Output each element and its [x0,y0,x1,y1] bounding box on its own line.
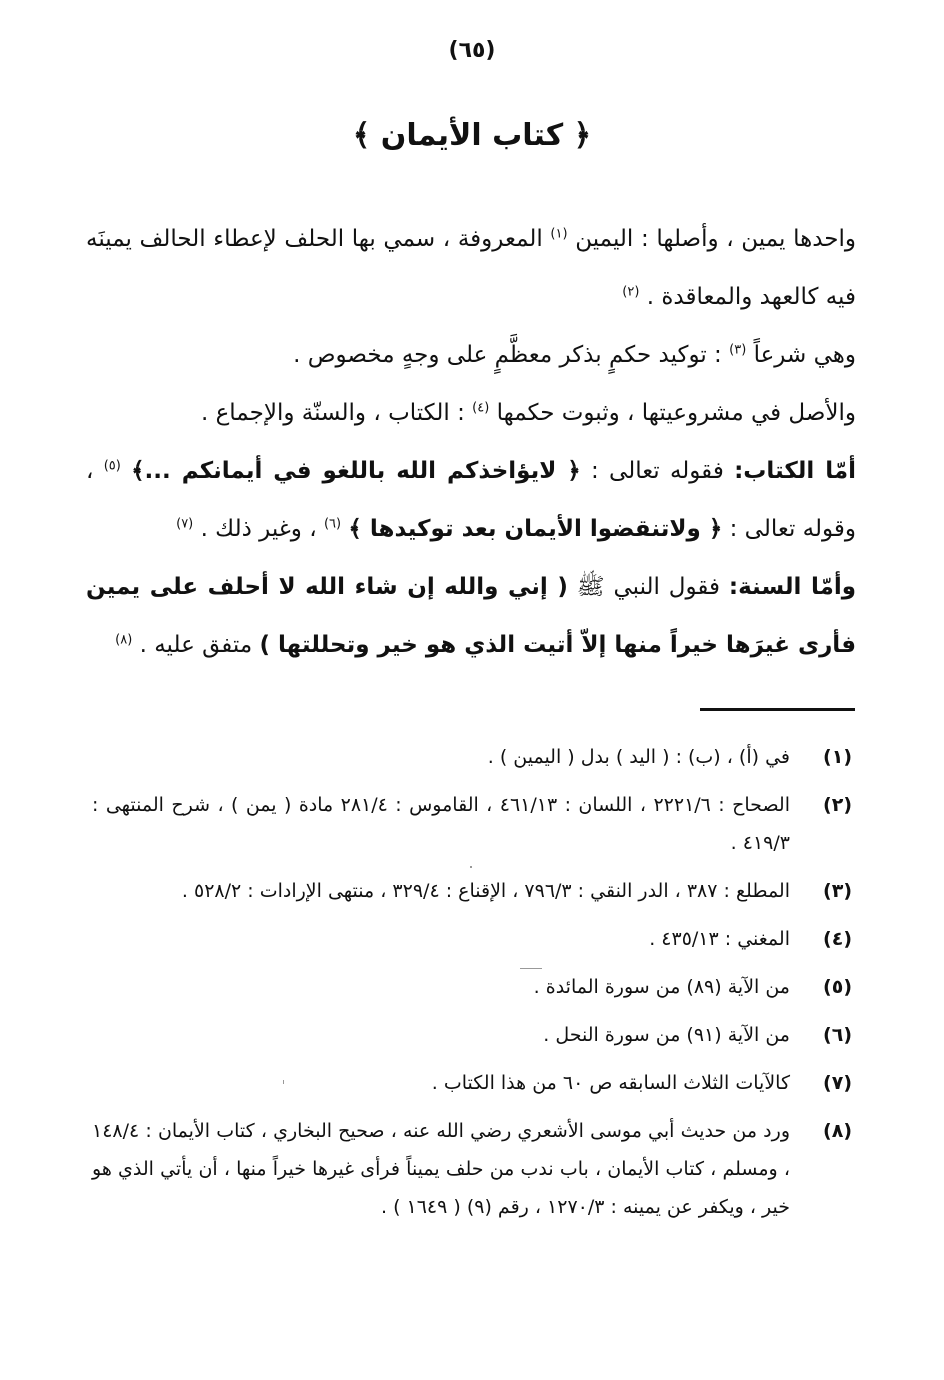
quran-verse: ﴿ ولاتنقضوا الأيمان بعد توكيدها ﴾ [348,516,723,542]
text-span: فقول النبي ﷺ [576,574,721,600]
footnote-item [92,786,852,862]
paragraph-legitimacy [86,384,856,442]
scan-speck [520,968,542,969]
footnote-number: (٢) [823,794,852,816]
footnote-text: ورد من حديث أبي موسى الأشعري رضي الله عنه ، صحيح البخاري ، كتاب الأيمان : ١٤٨/٤ ، ومسلم ، كتاب الأيمان ، باب ندب من حلف يميناً فرأى غيرها خيراً منها ، أن يأتي الذي هو خير ، ويكفر عن يمينه : ١٢٧٠/٣ ، رقم (٩) ( ١٦٤٩ ) . [92,1120,790,1218]
footnote-item [92,872,852,910]
footnote-ref[interactable]: (٨) [115,632,133,648]
text-span: فقوله تعالى : [591,458,724,484]
footnote-item [92,920,852,958]
footnote-text: من الآية (٩١) من سورة النحل . [543,1024,790,1046]
paragraph-definition [86,210,856,326]
paragraph-quran-evidence [86,442,856,558]
text-span: : الكتاب ، والسنّة والإجماع . [200,400,465,426]
page-number: (٦٥) [448,38,496,63]
scan-speck [470,866,472,868]
footnote-ref[interactable]: (٧) [176,516,194,532]
footnote-text: المطلع : ٣٨٧ ، الدر النقي : ٧٩٦/٣ ، الإقناع : ٣٢٩/٤ ، منتهى الإرادات : ٥٢٨/٢ . [181,880,790,902]
text-span: والأصل في مشروعيتها ، وثبوت حكمها [496,400,856,426]
paragraph-sharia-definition [86,326,856,384]
footnote-text: من الآية (٨٩) من سورة المائدة . [533,976,790,998]
footnote-item [92,968,852,1006]
text-span: ، وقوله تعالى : [86,458,856,542]
footnote-number: (٧) [823,1072,852,1094]
footnote-number: (٨) [823,1120,852,1142]
footnote-item [92,738,852,776]
text-span: ، وغير ذلك . [200,516,317,542]
footnote-number: (٣) [823,880,852,902]
footnote-ref[interactable]: (١) [550,226,568,242]
footnote-ref[interactable]: (٢) [622,284,640,300]
text-span: وهي شرعاً [753,342,856,368]
footnote-ref[interactable]: (٦) [323,516,342,532]
hadith-text: ( إني والله إن شاء الله لا أحلف على يمين فأرى غيرَها خيراً منها إلاّ أتيت الذي هو خير وتحللتها ) [86,574,856,658]
text-span: واحدها يمين ، وأصلها : اليمين [575,226,857,252]
scan-speck [283,1080,284,1084]
footnote-number: (٦) [823,1024,852,1046]
footnote-text: في (أ) ، (ب) : ( اليد ) بدل ( اليمين ) . [487,746,790,768]
footnote-number: (٤) [823,928,852,950]
footnotes [92,738,852,1236]
footnote-text: المغني : ٤٣٥/١٣ . [649,928,790,950]
footnote-ref[interactable]: (٣) [729,342,747,358]
footnote-text: كالآيات الثلاث السابقه ص ٦٠ من هذا الكتاب . [431,1072,790,1094]
text-span: : توكيد حكمٍ بذكر معظَّمٍ على وجهٍ مخصوص . [293,342,722,368]
section-label: أمّا الكتاب: [734,458,857,484]
paragraph-sunnah-evidence [86,558,856,674]
section-label: وأمّا السنة: [728,574,856,600]
footnote-ref[interactable]: (٤) [472,400,490,416]
quran-verse: ﴿ لايؤاخذكم الله باللغو في أيمانكم ...﴾ [131,458,581,484]
footnote-number: (٥) [823,976,852,998]
text-span: متفق عليه . [139,632,253,658]
footnote-separator [700,708,855,711]
chapter-title: ﴿ كتاب الأيمان ﴾ [352,118,592,153]
footnote-item [92,1112,852,1226]
footnote-ref[interactable]: (٥) [103,458,121,474]
footnote-item [92,1064,852,1102]
text-span: المعروفة ، سمي بها الحلف لإعطاء الحالف يمينَه فيه كالعهد والمعاقدة . [86,226,856,310]
footnote-text: الصحاح : ٢٢٢١/٦ ، اللسان : ٤٦١/١٣ ، القاموس : ٢٨١/٤ مادة ( يمن ) ، شرح المنتهى : ٤١٩/٣ . [92,794,790,854]
main-text [86,210,856,674]
footnote-item [92,1016,852,1054]
footnote-number: (١) [823,746,852,768]
